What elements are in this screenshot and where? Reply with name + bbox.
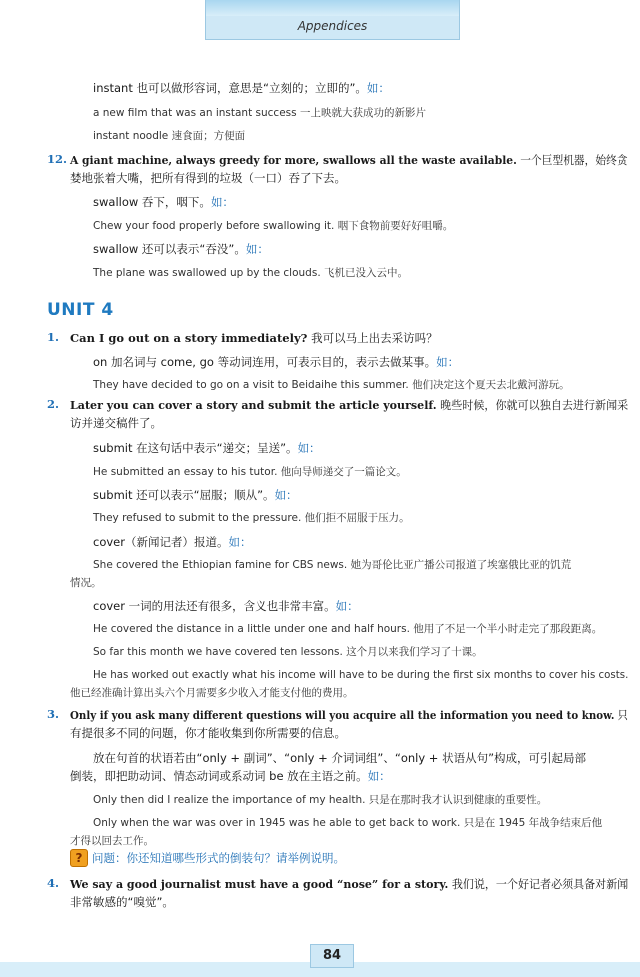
item-12-sentence	[70, 152, 628, 168]
item-12-english: A giant machine, always greedy for more, swallows all the waste available.	[70, 153, 517, 167]
item-2-note-8	[93, 621, 602, 637]
unit-heading: UNIT 4	[47, 300, 114, 320]
item-1-chinese: 我可以马上出去采访吗？	[311, 331, 438, 345]
item-2-note-10	[93, 667, 628, 683]
item-4-sentence	[70, 876, 628, 892]
item-12-number: 12.	[47, 152, 68, 166]
item-12-note-0-text: swallow 吞下，咽下。	[93, 195, 211, 209]
intro-line-1	[93, 105, 426, 121]
item-4-chinese-cont: 非常敏感的“嗅觉”。	[70, 895, 174, 909]
item-2-note-0	[93, 440, 321, 456]
item-2-note-11-text: 他已经准确计算出头六个月需要多少收入才能支付他的费用。	[70, 687, 354, 699]
item-2-note-1	[93, 464, 407, 480]
item-3-note-3-text: Only when the war was over in 1945 was he able to get back to work. 只是在 1945 年战争结束后他	[93, 817, 603, 829]
item-12-note-3-text: The plane was swallowed up by the clouds. 飞机已没入云中。	[93, 267, 408, 279]
item-1-note-1-text: They have decided to go on a visit to Beidaihe this summer. 他们决定这个夏天去北戴河游玩。	[93, 379, 570, 391]
item-2-note-11	[70, 685, 354, 701]
intro-line-2	[93, 128, 245, 144]
item-3-note-1	[70, 768, 391, 784]
item-12-note-0	[93, 194, 234, 210]
item-3-note-0	[93, 750, 586, 766]
item-2-note-3-text: They refused to submit to the pressure. 他们拒不屈服于压力。	[93, 512, 410, 524]
item-12-chinese-cont: 婪地张着大嘴，把所有得到的垃圾（一口）吞了下去。	[70, 171, 346, 185]
item-3-note-3	[93, 815, 602, 831]
item-12-note-1	[93, 218, 453, 234]
item-3-note-4-text: 才得以回去工作。	[70, 835, 154, 847]
item-1-number: 1.	[47, 330, 60, 344]
item-2-chinese-cont: 访并递交稿件了。	[70, 416, 162, 430]
header-band	[205, 0, 460, 40]
item-2-number: 2.	[47, 397, 60, 411]
item-1-note-0	[93, 354, 459, 370]
item-4-english: We say a good journalist must have a good “nose” for a story.	[70, 877, 449, 891]
item-12-note-1-text: Chew your food properly before swallowing it. 咽下食物前要好好咀嚼。	[93, 220, 454, 232]
item-2-english: Later you can cover a story and submit the article yourself.	[70, 398, 437, 412]
question-prompt: 问题：你还知道哪些形式的倒装句？请举例说明。	[92, 851, 345, 865]
item-12-note-0-example-marker: 如：	[210, 195, 234, 209]
page-number: 84	[310, 944, 354, 968]
item-2-chinese: 晚些时候，你就可以独自去进行新闻采	[440, 398, 629, 412]
item-3-note-2-text: Only then did I realize the importance of my health. 只是在那时我才认识到健康的重要性。	[93, 794, 548, 806]
item-12-chinese: 一个巨型机器，始终贪	[520, 153, 628, 167]
item-2-note-5	[93, 557, 571, 573]
item-2-note-5-text: She covered the Ethiopian famine for CBS news. 她为哥伦比亚广播公司报道了埃塞俄比亚的饥荒	[93, 559, 572, 571]
item-2-note-9	[93, 644, 483, 660]
item-2-note-10-text: He has worked out exactly what his income will have to be during the first six months to cover his costs.	[93, 669, 629, 681]
item-2-note-4	[93, 534, 251, 550]
item-2-note-0-text: submit 在这句话中表示“递交；呈送”。	[93, 441, 298, 455]
item-2-note-2	[93, 487, 298, 503]
intro-line-0-example-marker: 如：	[366, 81, 390, 95]
item-2-note-9-text: So far this month we have covered ten lessons. 这个月以来我们学习了十课。	[93, 646, 483, 658]
item-2-note-1-text: He submitted an essay to his tutor. 他向导师递交了一篇论文。	[93, 466, 407, 478]
item-2-note-7	[93, 598, 359, 614]
item-4-chinese: 我们说，一个好记者必须具备对新闻	[451, 877, 629, 891]
item-2-note-8-text: He covered the distance in a little under one and half hours. 他用了不足一个半小时走完了那段距离。	[93, 623, 603, 635]
item-3-english: Only if you ask many different questions will you acquire all the information you need to know.	[70, 708, 615, 722]
item-3-chinese: 只	[617, 708, 628, 722]
item-3-note-1-text: 倒装，即把助动词、情态动词或系动词 be 放在主语之前。	[70, 769, 368, 783]
item-1-note-0-example-marker: 如：	[436, 355, 460, 369]
item-2-note-0-example-marker: 如：	[297, 441, 321, 455]
item-2-note-2-example-marker: 如：	[274, 488, 298, 502]
intro-line-2-text: instant noodle 速食面；方便面	[93, 130, 246, 142]
intro-line-1-text: a new film that was an instant success 一上映就大获成功的新影片	[93, 107, 426, 119]
item-3-chinese-cont: 有提很多不同的问题，你才能收集到你所需要的信息。	[70, 726, 346, 740]
item-3-note-0-text: 放在句首的状语若由“only + 副词”、“only + 介词词组”、“only + 状语从句”构成，可引起局部	[93, 751, 587, 765]
item-1-note-0-text: on 加名词与 come, go 等动词连用，可表示目的，表示去做某事。	[93, 355, 437, 369]
item-2-sentence	[70, 397, 628, 413]
item-12-note-2-text: swallow 还可以表示“吞没”。	[93, 242, 246, 256]
item-1-sentence	[70, 330, 438, 346]
item-3-sentence	[70, 707, 628, 723]
item-12-note-2-example-marker: 如：	[245, 242, 269, 256]
item-1-english: Can I go out on a story immediately?	[70, 331, 308, 345]
item-4-number: 4.	[47, 876, 60, 890]
item-2-note-6-text: 情况。	[70, 577, 102, 589]
page-header-title: Appendices	[297, 19, 368, 33]
item-2-note-4-example-marker: 如：	[228, 535, 252, 549]
intro-line-0	[93, 80, 390, 96]
item-2-note-3	[93, 510, 410, 526]
item-2-note-6	[70, 575, 102, 591]
item-3-note-4	[70, 833, 154, 849]
item-2-note-7-example-marker: 如：	[335, 599, 359, 613]
intro-line-0-text: instant 也可以做形容词，意思是“立刻的；立即的”。	[93, 81, 367, 95]
header-wave-decoration	[206, 0, 459, 16]
item-1-note-1	[93, 377, 570, 393]
item-2-note-4-text: cover（新闻记者）报道。	[93, 535, 229, 549]
question-icon: ?	[70, 849, 88, 867]
item-3-number: 3.	[47, 707, 60, 721]
item-2-note-7-text: cover 一词的用法还有很多，含义也非常丰富。	[93, 599, 336, 613]
item-3-note-1-example-marker: 如：	[367, 769, 391, 783]
item-2-note-2-text: submit 还可以表示“屈服；顺从”。	[93, 488, 275, 502]
item-12-note-3	[93, 265, 408, 281]
item-12-note-2	[93, 241, 269, 257]
item-3-note-2	[93, 792, 547, 808]
